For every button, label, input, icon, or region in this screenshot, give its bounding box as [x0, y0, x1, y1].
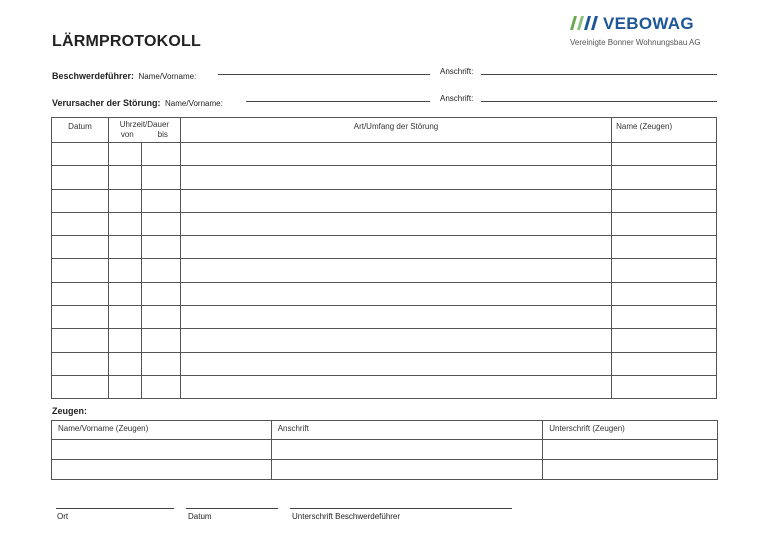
table-cell[interactable] [180, 282, 611, 305]
table-cell[interactable] [612, 166, 717, 189]
table-cell[interactable] [612, 306, 717, 329]
complainant-name-field[interactable] [218, 74, 430, 75]
table-cell[interactable] [52, 282, 109, 305]
table-row [52, 143, 717, 166]
table-row [52, 259, 717, 282]
causer-address-field[interactable] [481, 101, 717, 102]
table-cell[interactable] [52, 236, 109, 259]
header-to: bis [157, 130, 168, 139]
table-row [52, 282, 717, 305]
header-witness: Name (Zeugen) [612, 118, 717, 143]
witness-table-header [52, 421, 718, 440]
table-cell[interactable] [108, 375, 141, 398]
table-row [52, 352, 717, 375]
witness-header-name: Name/Vorname (Zeugen) [52, 421, 272, 440]
witness-cell[interactable] [271, 460, 543, 480]
causer-address-label: Anschrift: [440, 94, 474, 103]
logo-subtitle: Vereinigte Bonner Wohnungsbau AG [570, 38, 701, 47]
table-cell[interactable] [180, 189, 611, 212]
table-cell[interactable] [612, 143, 717, 166]
header-date: Datum [52, 118, 109, 143]
table-cell[interactable] [180, 375, 611, 398]
causer-name-field[interactable] [246, 101, 430, 102]
date-field[interactable] [186, 508, 278, 509]
causer-row [52, 93, 223, 111]
table-cell[interactable] [141, 212, 180, 235]
table-cell[interactable] [52, 212, 109, 235]
table-cell[interactable] [52, 306, 109, 329]
table-cell[interactable] [141, 282, 180, 305]
table-row [52, 306, 717, 329]
table-cell[interactable] [180, 212, 611, 235]
table-cell[interactable] [180, 143, 611, 166]
table-cell[interactable] [52, 329, 109, 352]
table-cell[interactable] [612, 329, 717, 352]
witness-row [52, 440, 718, 460]
table-row [52, 166, 717, 189]
table-cell[interactable] [52, 166, 109, 189]
witness-cell[interactable] [271, 440, 543, 460]
header-from: von [120, 130, 134, 139]
witness-cell[interactable] [543, 460, 718, 480]
causer-label: Verursacher der Störung: [52, 98, 161, 108]
header-type: Art/Umfang der Störung [180, 118, 611, 143]
witnesses-label: Zeugen: [52, 406, 87, 416]
table-cell[interactable] [141, 375, 180, 398]
table-cell[interactable] [108, 306, 141, 329]
table-cell[interactable] [141, 352, 180, 375]
table-cell[interactable] [612, 282, 717, 305]
table-cell[interactable] [612, 189, 717, 212]
table-cell[interactable] [612, 352, 717, 375]
table-cell[interactable] [108, 329, 141, 352]
place-field[interactable] [56, 508, 174, 509]
witness-table [51, 420, 718, 480]
table-cell[interactable] [180, 329, 611, 352]
table-cell[interactable] [612, 236, 717, 259]
table-row [52, 212, 717, 235]
table-cell[interactable] [180, 259, 611, 282]
table-cell[interactable] [612, 375, 717, 398]
disturbance-log-table [51, 117, 717, 399]
table-row [52, 375, 717, 398]
table-cell[interactable] [141, 306, 180, 329]
complainant-label: Beschwerdeführer: [52, 71, 135, 81]
table-cell[interactable] [180, 352, 611, 375]
witness-row [52, 460, 718, 480]
vebowag-logo-icon [570, 16, 600, 30]
table-cell[interactable] [141, 166, 180, 189]
table-cell[interactable] [141, 236, 180, 259]
footer-signature-label: Unterschrift Beschwerdeführer [292, 512, 401, 521]
complainant-name-label: Name/Vorname: [138, 72, 197, 81]
complainant-row [52, 66, 196, 84]
page-title: LÄRMPROTOKOLL [52, 33, 201, 50]
table-cell[interactable] [612, 259, 717, 282]
log-table-header [52, 118, 717, 143]
table-row [52, 189, 717, 212]
table-cell[interactable] [141, 189, 180, 212]
complainant-address-label: Anschrift: [440, 67, 474, 76]
table-cell[interactable] [108, 236, 141, 259]
footer-place-label: Ort [57, 512, 69, 521]
table-cell[interactable] [108, 282, 141, 305]
table-cell[interactable] [108, 212, 141, 235]
witness-header-address: Anschrift [271, 421, 543, 440]
table-cell[interactable] [108, 166, 141, 189]
table-cell[interactable] [180, 166, 611, 189]
signature-field[interactable] [290, 508, 512, 509]
witness-cell[interactable] [52, 460, 272, 480]
table-cell[interactable] [180, 306, 611, 329]
complainant-address-field[interactable] [481, 74, 717, 75]
table-row [52, 236, 717, 259]
table-cell[interactable] [108, 259, 141, 282]
table-cell[interactable] [52, 189, 109, 212]
witness-cell[interactable] [52, 440, 272, 460]
witness-header-signature: Unterschrift (Zeugen) [543, 421, 718, 440]
table-cell[interactable] [52, 143, 109, 166]
table-cell[interactable] [108, 143, 141, 166]
witness-cell[interactable] [543, 440, 718, 460]
table-row [52, 329, 717, 352]
table-cell[interactable] [52, 375, 109, 398]
table-cell[interactable] [141, 329, 180, 352]
footer-date-label: Datum [188, 512, 212, 521]
table-cell[interactable] [52, 352, 109, 375]
table-cell[interactable] [52, 259, 109, 282]
table-cell[interactable] [141, 259, 180, 282]
header-time-label: Uhrzeit/Dauer [119, 120, 170, 129]
table-cell[interactable] [141, 143, 180, 166]
table-cell[interactable] [108, 352, 141, 375]
table-cell[interactable] [612, 212, 717, 235]
table-cell[interactable] [180, 236, 611, 259]
causer-name-label: Name/Vorname: [165, 99, 223, 108]
header-time [108, 118, 180, 143]
table-cell[interactable] [108, 189, 141, 212]
logo-name: VEBOWAG [603, 14, 694, 33]
